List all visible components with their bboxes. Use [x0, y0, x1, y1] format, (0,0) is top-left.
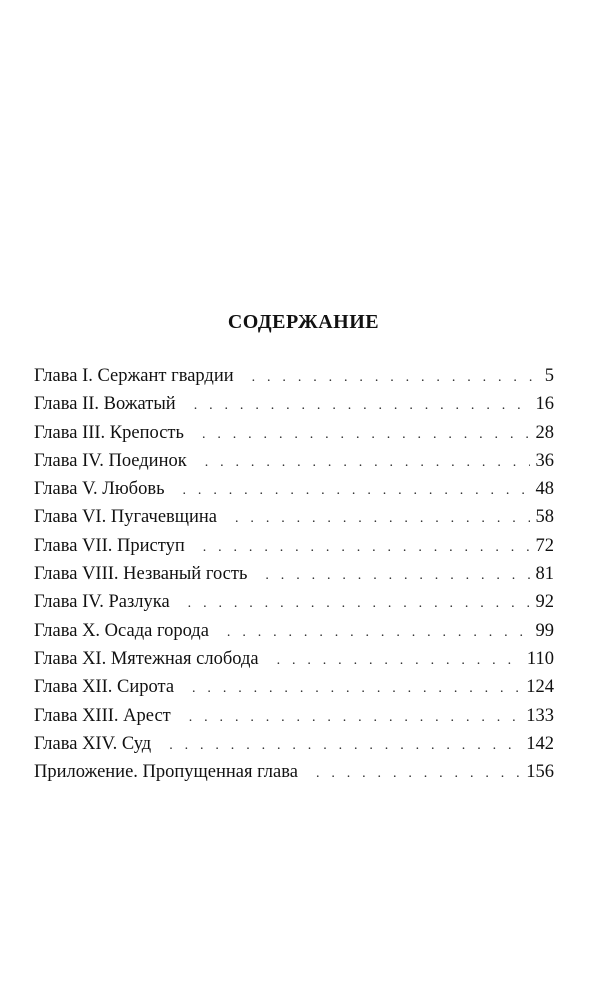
toc-entry-page: 72 [535, 535, 554, 556]
toc-entry-label: Глава VIII. Незваный гость [34, 564, 248, 585]
toc-leader-dots [227, 625, 530, 641]
toc-entry [34, 366, 554, 394]
toc-entry-page: 81 [535, 564, 554, 585]
toc-leader-dots [265, 568, 529, 584]
toc-entry-label: Приложение. Пропущенная глава [34, 762, 298, 783]
toc-entry [34, 734, 554, 762]
toc-entry [34, 394, 554, 422]
toc-entry-label: Глава VI. Пугачевщина [34, 507, 218, 528]
toc-entry-label: Глава I. Сержант гвардии [34, 366, 234, 386]
toc-entry-page: 156 [526, 762, 554, 783]
toc-leader-dots [205, 455, 530, 471]
toc-entry-label: Глава VII. Приступ [34, 535, 185, 556]
toc-entry [34, 423, 554, 451]
toc-leader-dots [183, 483, 530, 499]
toc-entry-label: Глава V. Любовь [34, 479, 165, 500]
toc-leader-dots [252, 370, 539, 386]
toc-entry-page: 48 [535, 479, 554, 500]
toc-entry-label: Глава IV. Поединок [34, 450, 187, 471]
toc-entry-page: 28 [535, 422, 554, 443]
toc-entry [34, 706, 554, 734]
toc-entry-page: 142 [526, 733, 554, 754]
toc-entry-label: Глава XII. Сирота [34, 677, 175, 698]
toc-leader-dots [194, 398, 530, 414]
toc-entry [34, 507, 554, 535]
toc-entry-label: Глава XI. Мятежная слобода [34, 648, 259, 669]
toc-leader-dots [277, 653, 521, 669]
toc-entry-label: Глава III. Крепость [34, 422, 184, 443]
toc-title: СОДЕРЖАНИЕ [227, 311, 380, 333]
toc-entry [34, 536, 554, 564]
toc-entry-label: Глава IV. Разлука [34, 592, 170, 613]
toc-entry-page: 36 [535, 450, 554, 471]
toc-entry [34, 649, 554, 677]
toc-leader-dots [316, 766, 520, 782]
toc-entry [34, 479, 554, 507]
toc-entry [34, 592, 554, 620]
toc-leader-dots [203, 540, 530, 556]
toc-entry-page: 99 [535, 620, 554, 641]
toc-leader-dots [188, 596, 530, 612]
toc-leader-dots [192, 681, 520, 697]
toc-list [34, 366, 554, 790]
toc-entry-page: 58 [535, 507, 554, 528]
toc-entry [34, 564, 554, 592]
toc-entry-label: Глава II. Вожатый [34, 394, 176, 415]
toc-leader-dots [189, 710, 521, 726]
toc-leader-dots [235, 511, 529, 527]
toc-leader-dots [169, 738, 520, 754]
toc-entry-page: 124 [526, 677, 554, 698]
toc-entry-page: 5 [544, 366, 554, 386]
toc-entry [34, 621, 554, 649]
toc-entry-page: 16 [535, 394, 554, 415]
toc-entry [34, 451, 554, 479]
toc-entry-label: Глава X. Осада города [34, 620, 209, 641]
toc-entry-page: 133 [526, 705, 554, 726]
toc-entry-page: 92 [535, 592, 554, 613]
toc-entry-label: Глава XIII. Арест [34, 705, 171, 726]
toc-entry [34, 677, 554, 705]
toc-entry-label: Глава XIV. Суд [34, 733, 152, 754]
toc-leader-dots [202, 427, 530, 443]
toc-entry-page: 110 [526, 648, 554, 669]
toc-entry [34, 762, 554, 790]
